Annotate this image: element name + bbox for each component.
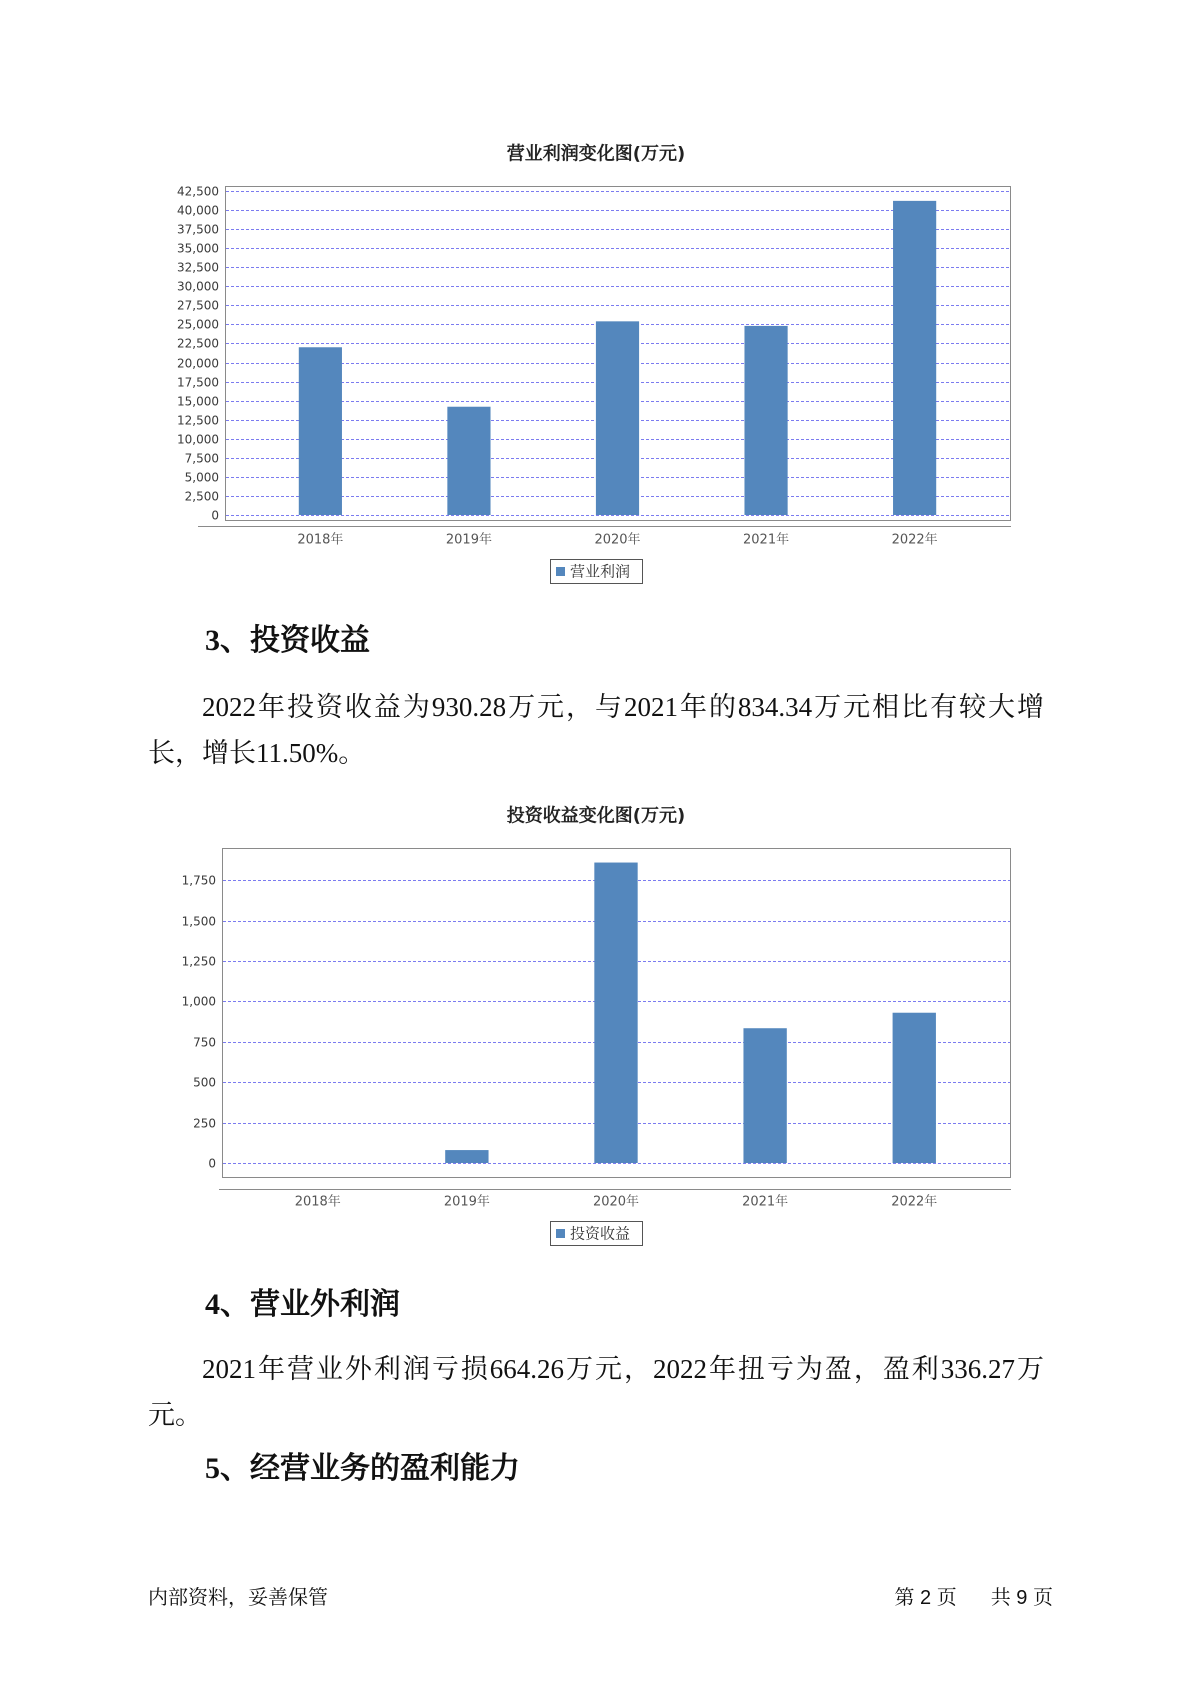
bar-2020 [596,321,639,515]
x-tick-label: 2019年 [445,532,492,548]
bar-2022 [893,201,936,515]
y-tick-label: 20,000 [177,356,219,371]
y-tick-label: 22,500 [177,336,219,351]
legend-label: 投资收益 [570,1224,631,1243]
y-tick-label: 0 [211,508,219,523]
y-tick-label: 40,000 [177,203,219,218]
legend [551,560,643,584]
chart-title: 投资收益变化图(万元) [506,805,686,827]
page-total-label: 共 9 页 [990,1587,1053,1609]
x-tick-label: 2020年 [592,1194,640,1210]
legend-label: 营业利润 [570,562,631,581]
confidential-notice: 内部资料，妥善保管 [148,1587,328,1609]
y-tick-label: 750 [193,1035,216,1050]
x-tick-label: 2018年 [294,1194,341,1210]
legend-swatch [556,1229,565,1238]
y-tick-label: 42,500 [177,184,219,199]
section-heading-investment-income: 3、投资收益 [205,624,370,657]
non-operating-profit-paragraph: 2021年营业外利润亏损664.26万元，2022年扭亏为盈，盈利336.27万元。 [148,1354,1044,1430]
chart-title: 营业利润变化图(万元) [506,143,686,165]
y-tick-label: 1,500 [181,914,216,929]
y-tick-label: 32,500 [177,260,219,275]
investment-income-paragraph: 2022年投资收益为930.28万元，与2021年的834.34万元相比有较大增长，增长11.50%。 [148,692,1044,768]
bar-2021 [744,326,787,515]
y-tick-label: 10,000 [177,432,219,447]
y-tick-label: 1,250 [181,954,216,969]
y-tick-label: 500 [193,1075,216,1090]
bar-2019 [447,407,490,515]
y-tick-label: 25,000 [177,317,219,332]
page-number [895,1584,1054,1612]
y-tick-label: 7,500 [184,451,219,466]
x-tick-label: 2020年 [594,532,641,548]
x-tick-label: 2021年 [742,1194,789,1210]
y-tick-label: 5,000 [184,470,219,485]
y-tick-label: 27,500 [177,298,219,313]
investment-income-chart [0,790,1191,1260]
legend-swatch [556,567,565,576]
x-tick-label: 2022年 [891,532,938,548]
y-tick-label: 2,500 [184,489,219,504]
x-tick-label: 2021年 [743,532,790,548]
y-tick-label: 250 [193,1116,216,1131]
bar-2018 [299,347,342,515]
x-tick-label: 2022年 [891,1194,938,1210]
bar-2021 [743,1028,786,1163]
y-tick-label: 15,000 [177,394,219,409]
x-tick-label: 2019年 [443,1194,490,1210]
y-tick-label: 30,000 [177,279,219,294]
y-tick-label: 1,750 [181,873,216,888]
y-tick-label: 17,500 [177,375,219,390]
x-tick-label: 2018年 [297,532,344,548]
section-heading-non-operating-profit: 4、营业外利润 [205,1288,400,1321]
section-heading-business-profitability: 5、经营业务的盈利能力 [205,1452,520,1485]
bar-2022 [893,1013,936,1163]
y-tick-label: 0 [208,1156,216,1171]
operating-profit-chart [0,130,1191,600]
page-current-label: 第 2 页 [894,1587,957,1609]
y-tick-label: 12,500 [177,413,219,428]
bar-2020 [594,863,637,1163]
legend [551,1222,643,1246]
bar-2019 [445,1150,488,1163]
y-tick-label: 35,000 [177,241,219,256]
y-tick-label: 1,000 [181,994,216,1009]
y-tick-label: 37,500 [177,222,219,237]
